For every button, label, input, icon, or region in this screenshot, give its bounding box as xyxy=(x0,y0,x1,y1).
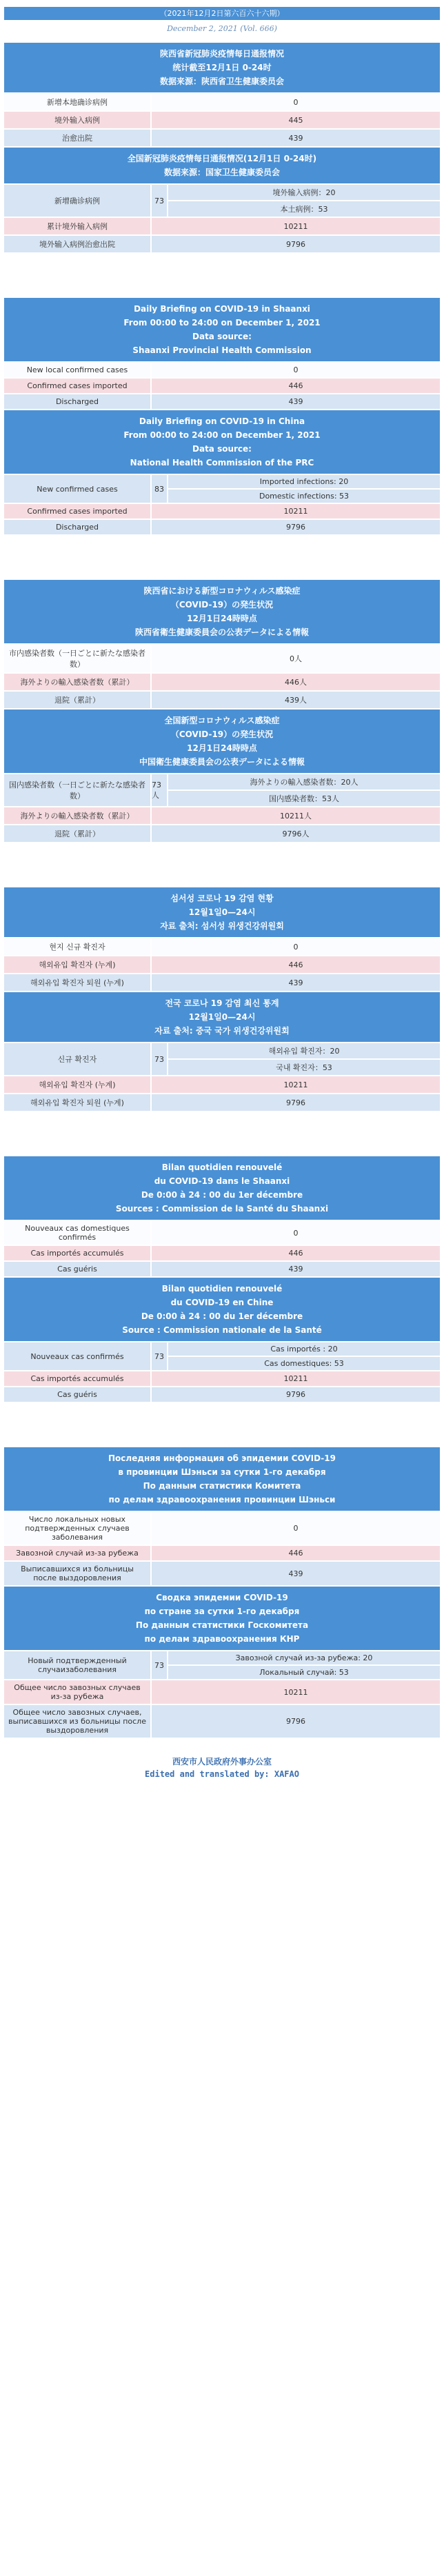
stat-value: 0 xyxy=(150,1221,440,1245)
new-cases-breakdown xyxy=(167,1651,440,1679)
breakdown-item: 해외유입 확진자：20 xyxy=(268,1047,340,1056)
stat-value: 0人 xyxy=(150,645,440,672)
stat-value: 446 xyxy=(150,379,440,393)
new-cases-breakdown xyxy=(167,475,440,503)
breakdown-item: Cas importés : 20 xyxy=(270,1345,338,1354)
stat-value: 439 xyxy=(150,130,440,146)
stat-value: 439 xyxy=(150,1562,440,1585)
stat-label: 退院（累計） xyxy=(54,696,100,705)
new-cases-total: 83 xyxy=(150,475,167,503)
header-line: Data source: xyxy=(192,444,252,454)
stat-row xyxy=(4,825,440,843)
stat-row xyxy=(4,1680,440,1705)
header-line: Daily Briefing on COVID-19 in Shaanxi xyxy=(134,304,310,314)
stat-value: 9796 xyxy=(150,1705,440,1738)
header-line: в провинции Шэньси за сутки 1-го декабря xyxy=(118,1467,326,1477)
new-cases-row xyxy=(4,774,440,807)
header-line: 12월1일0—24시 xyxy=(188,1012,256,1022)
footer-credit: Edited and translated by: XAFAO xyxy=(145,1769,299,1779)
stat-row xyxy=(4,1246,440,1262)
stat-row xyxy=(4,394,440,410)
breakdown-item: Cas domestiques: 53 xyxy=(168,1356,440,1370)
header-line: Shaanxi Provincial Health Commission xyxy=(132,345,312,355)
header-line: по стране за сутки 1-го декабря xyxy=(144,1607,300,1616)
national-header xyxy=(4,992,440,1043)
breakdown-item: 海外よりの輸入感染者数：20人 xyxy=(250,778,359,787)
footer xyxy=(4,1755,440,1780)
header-line: National Health Commission of the PRC xyxy=(130,458,314,467)
footer-office: 西安市人民政府外事办公室 xyxy=(172,1757,272,1767)
briefing-page xyxy=(4,0,440,1780)
stat-row xyxy=(4,236,440,254)
stat-label: Общее число завозных случаев из-за рубежа xyxy=(14,1683,141,1701)
stat-label: New local confirmed cases xyxy=(26,365,128,374)
new-cases-row xyxy=(4,1651,440,1680)
header-line: 陝西省衛生健康委員会の公表データによる情報 xyxy=(134,627,309,637)
header-line: Bilan quotidien renouvelé xyxy=(161,1284,283,1294)
header-line: По данным статистики Госкомитета xyxy=(135,1620,309,1630)
header-line: 全国新型コロナウィルス感染症 xyxy=(164,716,280,725)
header-line: 统计截至12月1日 0-24时 xyxy=(172,63,272,72)
breakdown-item: 境外输入病例：20 xyxy=(272,188,336,197)
issue-banner: （2021年12月2日第六百六十六期） xyxy=(4,7,440,20)
new-cases-total: 73 xyxy=(150,1651,167,1679)
stat-row xyxy=(4,1387,440,1403)
new-cases-row xyxy=(4,1043,440,1076)
stat-label: 海外よりの輸入感染者数（累計） xyxy=(20,678,134,687)
stat-label: 退院（累計） xyxy=(54,829,100,838)
stat-value: 10211 xyxy=(150,1680,440,1704)
new-cases-row xyxy=(4,1342,440,1371)
stat-value: 10211 xyxy=(150,504,440,519)
stat-value: 446 xyxy=(150,956,440,973)
breakdown-item: 本土病例：53 xyxy=(168,200,440,217)
stat-label: Число локальных новых подтвержденных случаев заболевания xyxy=(25,1515,130,1542)
header-line: du COVID-19 dans le Shaanxi xyxy=(154,1176,290,1186)
stat-label: 治愈出院 xyxy=(62,134,92,143)
shaanxi-header xyxy=(4,1447,440,1512)
stat-value: 439 xyxy=(150,1262,440,1276)
header-line: 섬서성 코로나 19 감염 현황 xyxy=(170,894,274,903)
new-cases-label: Nouveaux cas confirmés xyxy=(30,1351,124,1361)
section-ko xyxy=(4,887,440,1112)
stat-label: Confirmed cases imported xyxy=(27,381,128,390)
header-line: （COVID-19）の発生状況 xyxy=(170,600,274,610)
shaanxi-header xyxy=(4,43,440,94)
header-line: 数据来源：陕西省卫生健康委员会 xyxy=(159,77,284,86)
header-line: 陕西省新冠肺炎疫情每日通报情况 xyxy=(159,49,284,59)
stat-row xyxy=(4,504,440,520)
new-cases-label: 신규 확진자 xyxy=(57,1055,97,1064)
section-en xyxy=(4,298,440,536)
new-cases-row xyxy=(4,475,440,504)
stat-label: 해외유입 확진자 퇴원 (누계) xyxy=(30,978,124,987)
stat-label: 累计境外输入病例 xyxy=(47,222,108,231)
shaanxi-header xyxy=(4,887,440,938)
stat-row xyxy=(4,1512,440,1546)
header-line: du COVID-19 en Chine xyxy=(170,1298,274,1307)
breakdown-item: Завозной случай из-за рубежа: 20 xyxy=(235,1653,373,1662)
breakdown-item: 국내 확진자：53 xyxy=(168,1058,440,1075)
stat-row xyxy=(4,1371,440,1387)
stat-label: Cas importés accumulés xyxy=(30,1249,124,1258)
stat-value: 0 xyxy=(150,1512,440,1544)
header-line: 12月1日24時時点 xyxy=(187,743,257,753)
section-ru xyxy=(4,1447,440,1739)
section-gap xyxy=(4,254,440,298)
stat-label: 境外输入病例 xyxy=(54,116,100,125)
stat-label: 新增本地确诊病例 xyxy=(47,98,108,107)
stat-value: 439 xyxy=(150,974,440,991)
header-line: 12월1일0—24시 xyxy=(188,907,256,917)
national-header xyxy=(4,1587,440,1651)
shaanxi-header xyxy=(4,298,440,363)
stat-row xyxy=(4,112,440,130)
header-line: Daily Briefing on COVID-19 in China xyxy=(139,416,305,426)
header-line: De 0:00 à 24 : 00 du 1er décembre xyxy=(141,1311,303,1321)
stat-label: 해외유입 확진자 (누계) xyxy=(39,960,116,969)
stat-row xyxy=(4,130,440,148)
stat-value: 9796 xyxy=(150,1387,440,1402)
stat-label: 해외유입 확진자 (누계) xyxy=(39,1080,116,1089)
stat-row xyxy=(4,1221,440,1246)
stat-label: Nouveaux cas domestiques confirmés xyxy=(25,1224,130,1242)
breakdown-item: Domestic infections: 53 xyxy=(168,488,440,503)
header-line: Bilan quotidien renouvelé xyxy=(161,1163,283,1172)
national-header xyxy=(4,148,440,185)
header-line: From 00:00 to 24:00 on December 1, 2021 xyxy=(123,430,321,440)
stat-value: 10211 xyxy=(150,218,440,234)
stat-label: Cas importés accumulés xyxy=(30,1374,124,1383)
new-cases-breakdown xyxy=(167,185,440,217)
stat-row xyxy=(4,974,440,992)
header-line: Data source: xyxy=(192,332,252,341)
header-line: 陝西省における新型コロナウィルス感染症 xyxy=(143,586,301,596)
stat-value: 446 xyxy=(150,1246,440,1260)
header-line: Source : Commission nationale de la Santé xyxy=(122,1325,322,1335)
stat-label: 海外よりの輸入感染者数（累計） xyxy=(20,812,134,821)
header-line: 12月1日24時時点 xyxy=(187,614,257,623)
new-cases-breakdown xyxy=(167,774,440,806)
stat-label: Завозной случай из-за рубежа xyxy=(16,1549,139,1558)
section-gap xyxy=(4,536,440,580)
header-line: Последняя информация об эпидемии COVID-19 xyxy=(108,1453,336,1463)
section-ja xyxy=(4,580,440,843)
new-cases-label: 新增确诊病例 xyxy=(54,197,100,205)
stat-value: 9796 xyxy=(150,1094,440,1111)
breakdown-item: Локальный случай: 53 xyxy=(168,1664,440,1679)
stat-row xyxy=(4,363,440,379)
new-cases-breakdown xyxy=(167,1043,440,1075)
stat-row xyxy=(4,807,440,825)
stat-value: 0 xyxy=(150,94,440,110)
header-line: 中国衛生健康委員会の公表データによる情報 xyxy=(139,757,305,767)
stat-label: Discharged xyxy=(55,397,99,406)
new-cases-row xyxy=(4,185,440,218)
stat-value: 446 xyxy=(150,1546,440,1560)
section-fr xyxy=(4,1156,440,1403)
stat-value: 9796人 xyxy=(150,825,440,842)
stat-row xyxy=(4,674,440,692)
stat-value: 9796 xyxy=(150,520,440,534)
new-cases-total: 73 xyxy=(150,1043,167,1075)
section-gap xyxy=(4,1112,440,1156)
stat-label: Confirmed cases imported xyxy=(27,507,128,516)
stat-row xyxy=(4,1546,440,1562)
stat-value: 9796 xyxy=(150,236,440,252)
header-line: 자료 출처: 중국 국가 위생건강위원회 xyxy=(154,1026,290,1036)
shaanxi-header xyxy=(4,580,440,645)
stat-row xyxy=(4,520,440,536)
shaanxi-header xyxy=(4,1156,440,1221)
stat-value: 10211 xyxy=(150,1371,440,1386)
stat-label: Discharged xyxy=(55,523,99,532)
header-line: 자료 출처: 섬서성 위생건강위원회 xyxy=(160,921,284,931)
stat-value: 445 xyxy=(150,112,440,128)
breakdown-item: Imported infections: 20 xyxy=(259,477,349,486)
national-header xyxy=(4,1278,440,1342)
stat-value: 439人 xyxy=(150,692,440,708)
stat-value: 10211 xyxy=(150,1076,440,1093)
header-line: Sources : Commission de la Santé du Shaanxi xyxy=(115,1204,329,1214)
new-cases-label: New confirmed cases xyxy=(37,484,118,494)
stat-label: 해외유입 확진자 퇴원 (누계) xyxy=(30,1098,124,1107)
header-line: De 0:00 à 24 : 00 du 1er décembre xyxy=(141,1190,303,1200)
stat-row xyxy=(4,218,440,236)
header-line: （COVID-19）の発生状況 xyxy=(170,729,274,739)
stat-value: 0 xyxy=(150,938,440,955)
issue-date: December 2, 2021 (Vol. 666) xyxy=(167,24,277,33)
new-cases-breakdown xyxy=(167,1342,440,1370)
stat-row xyxy=(4,1076,440,1094)
new-cases-total: 73 xyxy=(150,1342,167,1370)
stat-row xyxy=(4,692,440,710)
stat-label: 현지 신규 확진자 xyxy=(49,943,105,952)
national-header xyxy=(4,410,440,475)
stat-row xyxy=(4,94,440,112)
header-line: 전국 코로나 19 감염 최신 통계 xyxy=(165,998,279,1008)
header-line: по делам здравоохранения провинции Шэньси xyxy=(108,1495,336,1505)
stat-value: 439 xyxy=(150,394,440,409)
section-zh xyxy=(4,43,440,254)
national-header xyxy=(4,710,440,774)
stat-label: Cas guéris xyxy=(57,1265,97,1274)
header-line: 数据来源：国家卫生健康委员会 xyxy=(163,168,280,177)
header-line: 全国新冠肺炎疫情每日通报情况(12月1日 0-24时) xyxy=(127,154,317,163)
header-line: По данным статистики Комитета xyxy=(143,1481,301,1491)
stat-row xyxy=(4,1094,440,1112)
header-line: From 00:00 to 24:00 on December 1, 2021 xyxy=(123,318,321,328)
language-sections xyxy=(4,43,440,1739)
header-line: по делам здравоохранения КНР xyxy=(144,1634,300,1644)
stat-label: Общее число завозных случаев, выписавшихся из больницы после выздоровления xyxy=(8,1708,146,1735)
stat-value: 0 xyxy=(150,363,440,377)
stat-row xyxy=(4,1562,440,1587)
new-cases-label: 国内感染者数（一日ごとに新たな感染者数） xyxy=(9,781,145,801)
header-line: Сводка эпидемии COVID-19 xyxy=(156,1593,288,1602)
breakdown-item: 国内感染者数：53人 xyxy=(168,789,440,806)
stat-row xyxy=(4,1262,440,1278)
stat-row xyxy=(4,645,440,674)
stat-row xyxy=(4,379,440,394)
stat-row xyxy=(4,938,440,956)
section-gap xyxy=(4,1403,440,1447)
stat-label: Выписавшихся из больницы после выздоровления xyxy=(21,1564,134,1582)
stat-row xyxy=(4,1705,440,1739)
stat-label: 境外输入病例治愈出院 xyxy=(39,240,115,249)
new-cases-total: 73 xyxy=(150,185,167,217)
stat-row xyxy=(4,956,440,974)
section-gap xyxy=(4,843,440,887)
stat-value: 10211人 xyxy=(150,807,440,824)
new-cases-total: 73人 xyxy=(150,774,167,806)
stat-value: 446人 xyxy=(150,674,440,690)
stat-label: Cas guéris xyxy=(57,1390,97,1399)
new-cases-label: Новый подтвержденный случаизаболевания xyxy=(28,1656,127,1674)
stat-label: 市内感染者数（一日ごとに新たな感染者数） xyxy=(9,649,145,669)
